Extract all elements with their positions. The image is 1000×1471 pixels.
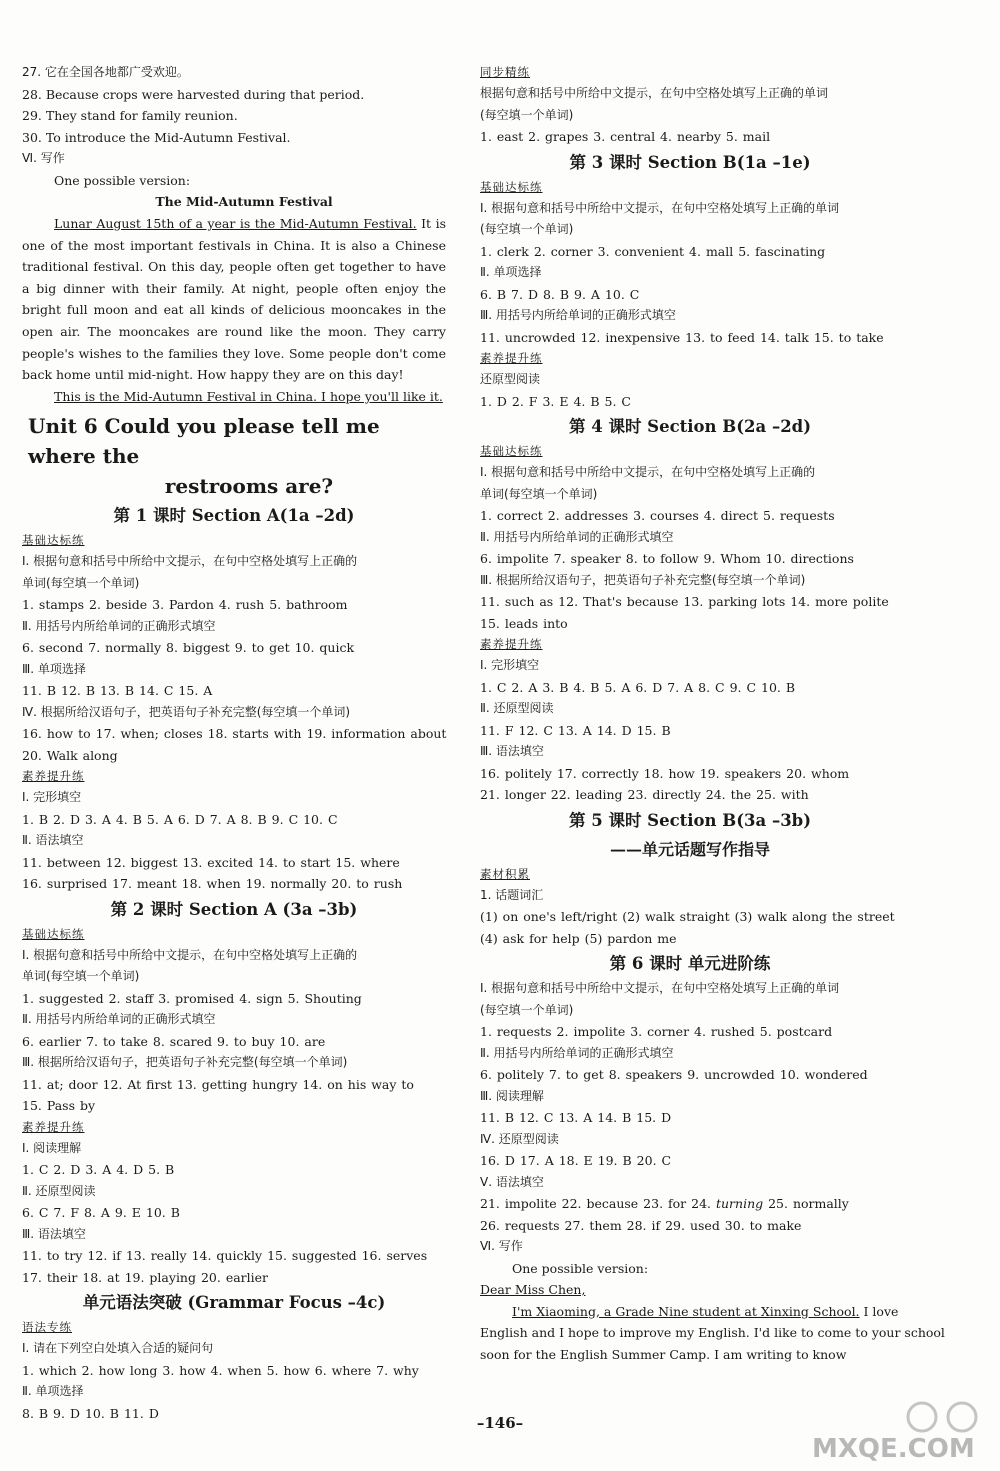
answer-line: 16. politely 17. correctly 18. how 19. speakers 20. whom <box>480 765 850 781</box>
question-heading: Ⅰ. 阅读理解 <box>22 1140 82 1155</box>
watermark-text: MXQE.COM <box>812 1434 975 1464</box>
letter-salutation: Dear Miss Chen, <box>480 1282 586 1297</box>
question-heading: 单词(每空填一个单词) <box>480 486 598 501</box>
answer-line: 11. B 12. C 13. A 14. B 15. D <box>480 1110 672 1125</box>
answer-line: 15. Pass by <box>22 1098 96 1114</box>
answer-line: 27. 它在全国各地都广受欢迎。 <box>22 65 189 79</box>
lesson-heading: 单元语法突破 (Grammar Focus –4c) <box>82 1293 386 1313</box>
answer-line: 15. leads into <box>480 615 568 631</box>
section-label: 同步精练 <box>480 65 530 79</box>
question-heading: Ⅲ. 用括号内所给单词的正确形式填空 <box>480 308 676 322</box>
question-heading: Ⅰ. 根据句意和括号中所给中文提示，在句中空格处填写上正确的 <box>22 554 358 569</box>
unit-title: Unit 6 Could you please tell me where the <box>28 414 380 469</box>
answer-line: 29. They stand for family reunion. <box>22 108 238 123</box>
section-label: 基础达标练 <box>480 444 543 458</box>
answer-line: 6. B 7. D 8. B 9. A 10. C <box>480 286 640 302</box>
answer-line: 11. F 12. C 13. A 14. D 15. B <box>480 722 671 738</box>
essay-line: I'm Xiaoming, a Grade Nine student at Xinxing School. I love <box>512 1303 899 1319</box>
answer-line: 1. C 2. D 3. A 4. D 5. B <box>22 1162 175 1178</box>
answer-line: 1. stamps 2. beside 3. Pardon 4. rush 5. bathroom <box>22 597 348 613</box>
essay-line: soon for the English Summer Camp. I am writing to know <box>480 1346 847 1362</box>
left-column <box>22 62 446 1424</box>
question-heading: Ⅵ. 写作 <box>480 1239 523 1253</box>
answer-line: 20. Walk along <box>22 747 118 763</box>
question-heading: 1. 话题词汇 <box>480 887 544 902</box>
answer-line: 28. Because crops were harvested during that period. <box>22 86 365 102</box>
question-heading: Ⅱ. 语法填空 <box>22 833 84 848</box>
question-heading: Ⅱ. 还原型阅读 <box>480 701 554 715</box>
right-column <box>480 62 945 1365</box>
question-heading: Ⅳ. 还原型阅读 <box>480 1131 559 1146</box>
question-heading: Ⅲ. 根据所给汉语句子，把英语句子补充完整(每空填一个单词) <box>22 1055 348 1070</box>
question-heading: Ⅵ. 写作 <box>22 151 65 165</box>
essay-text: It is one of the most important festivals in China. It is also a Chinese traditional festival. On this day, people often get together to have a big dinner with their family. At night, people often enjoy the bright full moon and eat all kinds of delicious mooncakes in the open air. The mooncakes are round like the moon. They carry people's wishes to the families they love. Some people don't come back home until mid-night. How happy they are on this day! <box>22 216 446 383</box>
possible-version-label: One possible version: <box>512 1260 649 1276</box>
question-heading: Ⅲ. 阅读理解 <box>480 1088 544 1103</box>
answer-line: 1. which 2. how long 3. how 4. when 5. how 6. where 7. why <box>22 1362 419 1378</box>
question-heading: Ⅰ. 完形填空 <box>480 658 540 672</box>
answer-line: 1. C 2. A 3. B 4. B 5. A 6. D 7. A 8. C 9. C 10. B <box>480 679 796 695</box>
answer-line: 11. at; door 12. At first 13. getting hungry 14. on his way to <box>22 1076 414 1092</box>
essay-first-sentence: Lunar August 15th of a year is the Mid-Autumn Festival. <box>54 216 417 231</box>
lesson-heading: 第 3 课时 Section B(1a –1e) <box>569 152 811 172</box>
question-heading: Ⅱ. 单项选择 <box>22 1384 84 1399</box>
question-heading: Ⅴ. 语法填空 <box>480 1174 544 1189</box>
question-heading: Ⅱ. 用括号内所给单词的正确形式填空 <box>480 529 674 544</box>
section-label: 基础达标练 <box>22 533 85 548</box>
lesson-subheading: ——单元话题写作指导 <box>609 839 770 859</box>
section-label: 语法专练 <box>22 1320 72 1335</box>
question-heading: Ⅲ. 根据所给汉语句子，把英语句子补充完整(每空填一个单词) <box>480 572 806 587</box>
answer-line: 1. D 2. F 3. E 4. B 5. C <box>480 393 631 409</box>
essay-body <box>22 213 446 386</box>
lesson-heading: 第 4 课时 Section B(2a –2d) <box>568 417 812 436</box>
question-heading: Ⅲ. 语法填空 <box>480 744 544 758</box>
answer-line: 30. To introduce the Mid-Autumn Festival. <box>22 129 291 145</box>
question-heading: Ⅳ. 根据所给汉语句子，把英语句子补充完整(每空填一个单词) <box>22 704 351 719</box>
question-heading: 单词(每空填一个单词) <box>22 969 140 984</box>
question-heading: (每空填一个单词) <box>480 107 574 122</box>
answer-line: 6. C 7. F 8. A 9. E 10. B <box>22 1205 180 1221</box>
possible-version-label: One possible version: <box>54 172 191 188</box>
essay-line: English and I hope to improve my English. I'd like to come to your school <box>480 1325 945 1340</box>
answer-line: 11. uncrowded 12. inexpensive 13. to feed 14. talk 15. to take <box>480 329 884 345</box>
question-heading: Ⅲ. 单项选择 <box>22 661 86 676</box>
question-heading: Ⅰ. 根据句意和括号中所给中文提示，在句中空格处填写上正确的单词 <box>480 200 840 215</box>
question-heading: 还原型阅读 <box>480 372 541 386</box>
question-heading: (每空填一个单词) <box>480 1002 574 1017</box>
section-label: 基础达标练 <box>22 926 85 941</box>
answer-line: 8. B 9. D 10. B 11. D <box>22 1405 159 1421</box>
question-heading: Ⅰ. 根据句意和括号中所给中文提示，在句中空格处填写上正确的单词 <box>480 981 840 995</box>
lesson-heading: 第 5 课时 Section B(3a –3b) <box>568 810 812 830</box>
question-heading: Ⅰ. 根据句意和括号中所给中文提示，在句中空格处填写上正确的 <box>22 947 358 962</box>
answer-line: 1. east 2. grapes 3. central 4. nearby 5. mail <box>480 129 771 144</box>
question-heading: Ⅰ. 根据句意和括号中所给中文提示，在句中空格处填写上正确的 <box>480 465 816 479</box>
answer-line: 11. B 12. B 13. B 14. C 15. A <box>22 683 213 699</box>
answer-line: 16. D 17. A 18. E 19. B 20. C <box>480 1153 672 1168</box>
answer-line: 26. requests 27. them 28. if 29. used 30. to make <box>480 1217 802 1233</box>
answer-line: 21. longer 22. leading 23. directly 24. the 25. with <box>480 787 809 802</box>
page-number: –146– <box>476 1414 524 1432</box>
answer-line: (1) on one's left/right (2) walk straight (3) walk along the street <box>480 909 895 924</box>
question-heading: (每空填一个单词) <box>480 222 574 236</box>
unit-title-line2: restrooms are? <box>164 474 334 499</box>
answer-line: 16. surprised 17. meant 18. when 19. normally 20. to rush <box>22 876 403 892</box>
answer-line: 6. politely 7. to get 8. speakers 9. uncrowded 10. wondered <box>480 1067 868 1082</box>
answer-line: 16. how to 17. when; closes 18. starts with 19. information about <box>22 726 447 742</box>
answer-line: 6. second 7. normally 8. biggest 9. to get 10. quick <box>22 640 355 656</box>
lesson-heading: 第 2 课时 Section A (3a –3b) <box>110 899 358 919</box>
question-heading: 根据句意和括号中所给中文提示，在句中空格处填写上正确的单词 <box>480 86 829 100</box>
answer-line: 11. between 12. biggest 13. excited 14. to start 15. where <box>22 854 400 870</box>
answer-line: 1. requests 2. impolite 3. corner 4. rushed 5. postcard <box>480 1024 833 1039</box>
question-heading: Ⅱ. 单项选择 <box>480 265 542 279</box>
answer-line: 11. to try 12. if 13. really 14. quickly 15. suggested 16. serves <box>22 1248 428 1264</box>
section-label: 素养提升练 <box>480 637 543 651</box>
answer-line: 21. impolite 22. because 23. for 24. turning 25. normally <box>480 1196 849 1211</box>
essay-title: The Mid-Autumn Festival <box>155 194 333 209</box>
lesson-heading: 第 1 课时 Section A(1a –2d) <box>113 506 355 526</box>
question-heading: Ⅲ. 语法填空 <box>22 1226 86 1241</box>
answer-line: 17. their 18. at 19. playing 20. earlier <box>22 1269 269 1285</box>
section-label: 基础达标练 <box>480 179 543 194</box>
answer-line: 1. B 2. D 3. A 4. B 5. A 6. D 7. A 8. B 9. C 10. C <box>22 811 338 827</box>
answer-line: 6. earlier 7. to take 8. scared 9. to buy 10. are <box>22 1033 326 1049</box>
answer-line: 11. such as 12. That's because 13. parking lots 14. more polite <box>480 594 889 609</box>
watermark-logo <box>772 1395 992 1465</box>
answer-line: 6. impolite 7. speaker 8. to follow 9. Whom 10. directions <box>480 551 854 566</box>
section-label: 素养提升练 <box>22 769 85 784</box>
question-heading: Ⅱ. 用括号内所给单词的正确形式填空 <box>22 618 216 633</box>
question-heading: Ⅰ. 请在下列空白处填入合适的疑问句 <box>22 1341 214 1356</box>
answer-line: 1. correct 2. addresses 3. courses 4. direct 5. requests <box>480 508 835 523</box>
lesson-heading: 第 6 课时 单元进阶练 <box>609 954 771 973</box>
section-label: 素材积累 <box>480 866 530 881</box>
answer-line: (4) ask for help (5) pardon me <box>480 930 677 946</box>
answer-line: 1. clerk 2. corner 3. convenient 4. mall 5. fascinating <box>480 243 826 259</box>
question-heading: Ⅱ. 用括号内所给单词的正确形式填空 <box>480 1045 674 1060</box>
question-heading: 单词(每空填一个单词) <box>22 575 140 590</box>
section-label: 素养提升练 <box>22 1119 85 1134</box>
question-heading: Ⅱ. 用括号内所给单词的正确形式填空 <box>22 1012 216 1027</box>
question-heading: Ⅰ. 完形填空 <box>22 790 82 805</box>
answer-line: 1. suggested 2. staff 3. promised 4. sign 5. Shouting <box>22 990 362 1006</box>
essay-last-line: This is the Mid-Autumn Festival in China. I hope you'll like it. <box>54 388 443 404</box>
section-label: 素养提升练 <box>480 351 543 365</box>
question-heading: Ⅱ. 还原型阅读 <box>22 1183 96 1198</box>
